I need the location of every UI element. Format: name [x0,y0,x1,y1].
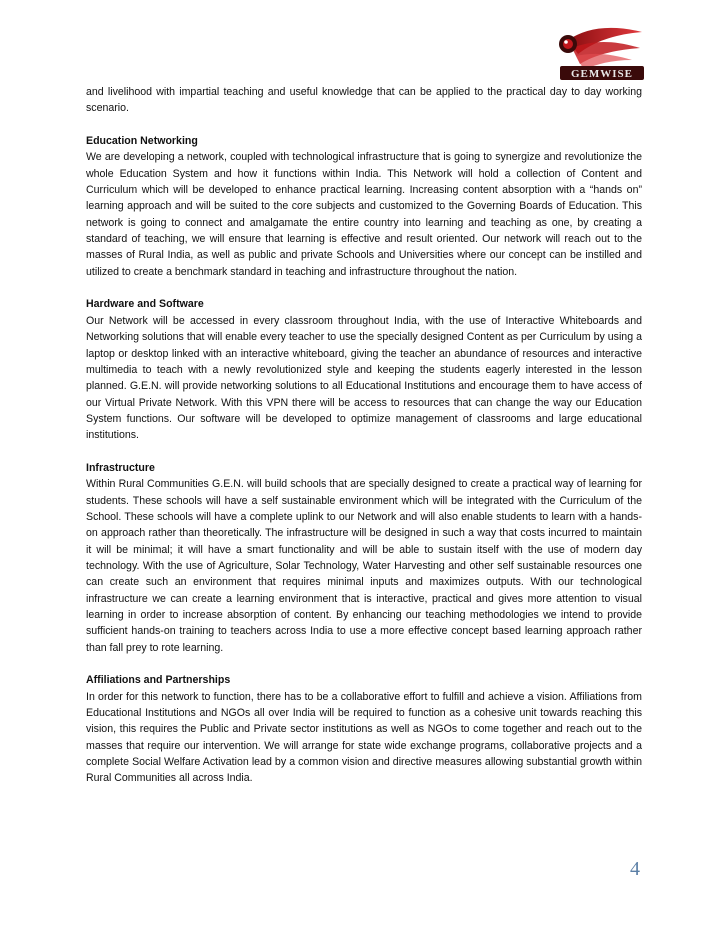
section-affiliations-partnerships [86,672,642,786]
section-heading: Infrastructure [86,461,155,474]
section-body: In order for this network to function, there has to be a collaborative effort to fulfill and achieve a vision. Affiliations from Educational Institutions and NGOs all over India will be required to function as a cohesive unit towards reaching this vision, this requires the Public and Private sector institutions as well as NGOs to come together and reach out to the masses that require our intervention. We will arrange for state wide exchange programs, collaborative projects and a complete Social Welfare Activation lead by a common vision and directive measures allowing substantial growth within Rural Communities all across India. [86,690,642,785]
section-hardware-software [86,296,642,443]
section-body: Our Network will be accessed in every classroom throughout India, with the use of Interactive Whiteboards and Networking solutions that will enable every teacher to use the specially designed Content as per Curriculum by using a laptop or desktop linked with an interactive whiteboard, giving the teacher an abundance of resources and interactive multimedia to teach with a newly revolutionized style and keeping the students eagerly interested in the lesson planned. G.E.N. will provide networking solutions to all Educational Institutions and encourage them to have access of our Virtual Private Network. With this VPN there will be access to resources that can change the way our Education System functions. Our software will be developed to optimize management of classrooms and large educational institutions. [86,314,642,442]
intro-paragraph: and livelihood with impartial teaching and useful knowledge that can be applied to the practical day to day working scenario. [86,86,642,115]
section-heading: Affiliations and Partnerships [86,674,231,687]
section-heading: Hardware and Software [86,298,204,311]
section-heading: Education Networking [86,135,198,148]
document-body [86,84,642,787]
section-body: We are developing a network, coupled with technological infrastructure that is going to synergize and revolutionize the whole Education System and how it functions within India. This Network will hold a collection of Content and Curriculum which will be developed to enhance practical learning. Increasing content absorption with a “hands on” learning approach and will be suited to the core subjects and customized to the Governing Boards of Education. This network is going to connect and amalgamate the entire country into learning and teaching as one, by creating a standard of teaching, we will ensure that learning is effective and result oriented. Our network will reach out to the masses of Rural India, as well as public and private Schools and Universities where our concept can be instilled and utilized to create a benchmark standard in teaching and infrastructure throughout the nation. [86,151,642,278]
page-number: 4 [630,858,640,880]
section-education-networking [86,133,642,280]
section-body: Within Rural Communities G.E.N. will build schools that are specially designed to create a practical way of learning for students. These schools will have a self sustainable environment which will be integrated with the Curriculum of the School. These schools will have a complete uplink to our Network and will also enable students to learn with a hands-on approach rather than theoretically. The infrastructure will be designed in such a way that costs incurred to maintain it will be minimal; it will have a smart functionality and will be able to sustain itself with the use of modern day technology. With the use of Agriculture, Solar Technology, Water Harvesting and other self sustainable resources one can create such an environment that requires minimal inputs and maximizes outputs. With our technological infrastructure we can create a learning environment that is interactive, practical and gives more attention to visual learning in order to increase absorption of content. By enhancing our teaching methodologies we intend to provide sufficient hands-on training to teachers across India to use a more effective concept based learning approach rather than fall prey to rote learning. [86,478,642,654]
logo-wordmark: GEMWISE [570,68,634,80]
gemwise-logo [548,14,644,84]
section-infrastructure [86,460,642,656]
